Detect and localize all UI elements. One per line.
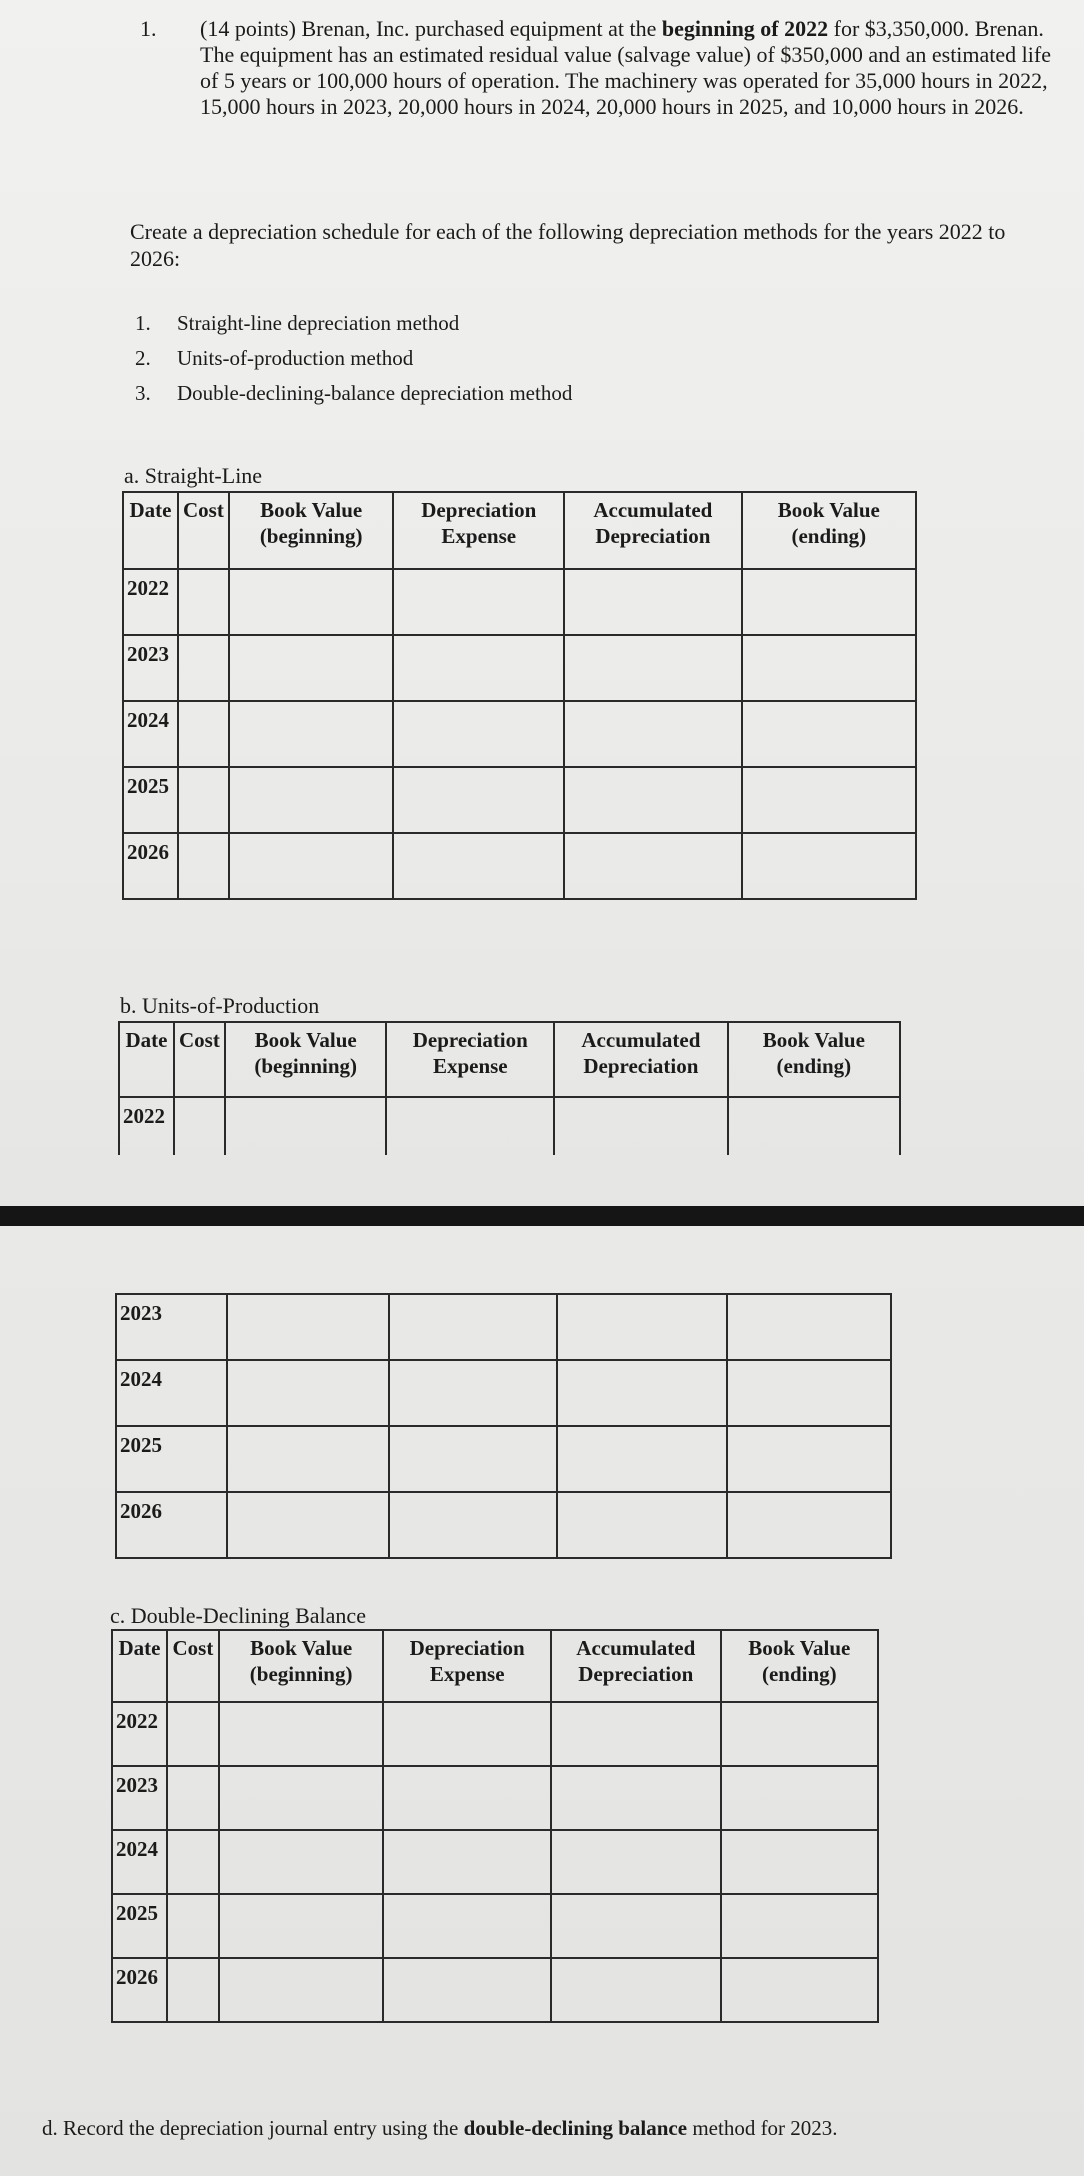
header-depreciation-expense: Depreciation Expense: [393, 492, 564, 569]
year-cell: 2023: [112, 1766, 167, 1830]
book-value-beginning-cell[interactable]: [227, 1492, 390, 1558]
method-item: [135, 341, 572, 376]
depreciation-expense-cell[interactable]: [383, 1702, 551, 1766]
year-cell: 2026: [112, 1958, 167, 2022]
header-date: Date: [123, 492, 178, 569]
depreciation-expense-cell[interactable]: [389, 1294, 557, 1360]
book-value-ending-cell[interactable]: [721, 1830, 878, 1894]
book-value-ending-cell[interactable]: [742, 635, 916, 701]
table-row: [116, 1492, 891, 1558]
straight-line-table: [122, 491, 917, 900]
header-book-value-ending: Book Value (ending): [728, 1022, 900, 1097]
cost-cell[interactable]: [178, 635, 229, 701]
method-list: [135, 306, 572, 411]
year-cell: 2022: [123, 569, 178, 635]
method-label: Double-declining-balance depreciation method: [177, 381, 573, 405]
journal-text-bold: double-declining balance: [463, 2116, 688, 2140]
accumulated-depreciation-cell[interactable]: [564, 701, 742, 767]
year-cell: 2025: [123, 767, 178, 833]
problem-text-part: for $3,350,000. Brenan. The equipment has an estimated residual value (salvage value) of $350,000 and an estimated life of 5 years or 100,000 hours of operation. The machinery was operated for 35,000 hours in 2022, 15,000 hours in 2023, 20,000 hours in 2024, 20,000 hours in 2025, and 10,000 hours in 2026.: [200, 16, 1051, 119]
journal-text: method for 2023.: [687, 2116, 838, 2140]
section-title-units-of-production: b. Units-of-Production: [120, 993, 320, 1018]
table-row: [123, 569, 916, 635]
cost-cell[interactable]: [167, 1766, 219, 1830]
book-value-beginning-cell[interactable]: [227, 1294, 390, 1360]
depreciation-expense-cell[interactable]: [389, 1360, 557, 1426]
book-value-ending-cell[interactable]: [721, 1894, 878, 1958]
year-cell: 2024: [116, 1360, 227, 1426]
table-header-row: [123, 492, 916, 569]
book-value-ending-cell[interactable]: [727, 1492, 891, 1558]
year-cell: 2026: [116, 1492, 227, 1558]
journal-entry-prompt: [42, 2116, 838, 2141]
book-value-beginning-cell[interactable]: [227, 1360, 390, 1426]
depreciation-expense-cell[interactable]: [393, 701, 564, 767]
header-depreciation-expense: Depreciation Expense: [383, 1630, 551, 1702]
cost-cell[interactable]: [178, 569, 229, 635]
journal-text: d. Record the depreciation journal entry using the: [42, 2116, 464, 2140]
book-value-beginning-cell[interactable]: [229, 833, 394, 899]
table-row: [112, 1702, 878, 1766]
book-value-ending-cell[interactable]: [728, 1097, 900, 1155]
header-accumulated-depreciation: Accumulated Depreciation: [564, 492, 742, 569]
problem-number: 1.: [140, 16, 157, 41]
method-number: 2.: [135, 346, 151, 370]
table-row: [112, 1958, 878, 2022]
year-cell: 2025: [116, 1426, 227, 1492]
year-cell: 2026: [123, 833, 178, 899]
header-cost: Cost: [178, 492, 229, 569]
table-row: [123, 833, 916, 899]
accumulated-depreciation-cell[interactable]: [551, 1830, 721, 1894]
year-cell: 2025: [112, 1894, 167, 1958]
accumulated-depreciation-cell[interactable]: [551, 1766, 721, 1830]
method-item: [135, 376, 572, 411]
book-value-beginning-cell[interactable]: [227, 1426, 390, 1492]
depreciation-expense-cell[interactable]: [383, 1766, 551, 1830]
accumulated-depreciation-cell[interactable]: [564, 569, 742, 635]
method-label: Straight-line depreciation method: [177, 311, 460, 335]
header-book-value-beginning: Book Value (beginning): [219, 1630, 384, 1702]
year-cell: 2024: [112, 1830, 167, 1894]
book-value-ending-cell[interactable]: [721, 1958, 878, 2022]
table-row: [112, 1766, 878, 1830]
accumulated-depreciation-cell[interactable]: [551, 1702, 721, 1766]
problem-text: [200, 16, 1070, 120]
book-value-beginning-cell[interactable]: [219, 1894, 384, 1958]
year-cell: 2022: [112, 1702, 167, 1766]
header-book-value-ending: Book Value (ending): [742, 492, 916, 569]
cost-cell[interactable]: [178, 767, 229, 833]
page-divider: [0, 1206, 1084, 1226]
depreciation-expense-cell[interactable]: [393, 833, 564, 899]
book-value-ending-cell[interactable]: [721, 1766, 878, 1830]
method-number: 1.: [135, 311, 151, 335]
accumulated-depreciation-cell[interactable]: [564, 635, 742, 701]
cost-cell[interactable]: [167, 1830, 219, 1894]
book-value-beginning-cell[interactable]: [229, 635, 394, 701]
header-accumulated-depreciation: Accumulated Depreciation: [551, 1630, 721, 1702]
book-value-ending-cell[interactable]: [727, 1360, 891, 1426]
cost-cell[interactable]: [167, 1958, 219, 2022]
accumulated-depreciation-cell[interactable]: [564, 833, 742, 899]
accumulated-depreciation-cell[interactable]: [551, 1958, 721, 2022]
cost-cell[interactable]: [178, 701, 229, 767]
depreciation-expense-cell[interactable]: [393, 635, 564, 701]
section-title-straight-line: a. Straight-Line: [124, 463, 263, 488]
year-cell: 2023: [116, 1294, 227, 1360]
table-row: [112, 1830, 878, 1894]
year-cell: 2022: [119, 1097, 174, 1155]
units-of-production-table-continued: [115, 1293, 892, 1559]
depreciation-expense-cell[interactable]: [383, 1958, 551, 2022]
book-value-ending-cell[interactable]: [727, 1294, 891, 1360]
depreciation-expense-cell[interactable]: [389, 1492, 557, 1558]
accumulated-depreciation-cell[interactable]: [554, 1097, 728, 1155]
problem-text-bold: beginning of 2022: [661, 16, 829, 41]
units-of-production-table: [118, 1021, 901, 1155]
year-cell: 2024: [123, 701, 178, 767]
cost-cell[interactable]: [167, 1702, 219, 1766]
book-value-ending-cell[interactable]: [742, 767, 916, 833]
table-row: [119, 1097, 900, 1155]
accumulated-depreciation-cell[interactable]: [557, 1492, 728, 1558]
book-value-ending-cell[interactable]: [742, 701, 916, 767]
method-label: Units-of-production method: [177, 346, 414, 370]
header-cost: Cost: [167, 1630, 219, 1702]
book-value-ending-cell[interactable]: [742, 833, 916, 899]
depreciation-expense-cell[interactable]: [389, 1426, 557, 1492]
book-value-ending-cell[interactable]: [721, 1702, 878, 1766]
header-book-value-beginning: Book Value (beginning): [229, 492, 394, 569]
book-value-beginning-cell[interactable]: [225, 1097, 387, 1155]
cost-cell[interactable]: [178, 833, 229, 899]
header-accumulated-depreciation: Accumulated Depreciation: [554, 1022, 728, 1097]
accumulated-depreciation-cell[interactable]: [564, 767, 742, 833]
book-value-beginning-cell[interactable]: [229, 569, 394, 635]
instruction-text: Create a depreciation schedule for each of the following depreciation methods for the years 2022 to 2026:: [130, 219, 1006, 271]
depreciation-expense-cell[interactable]: [383, 1830, 551, 1894]
header-book-value-ending: Book Value (ending): [721, 1630, 878, 1702]
method-item: [135, 306, 572, 341]
table-header-row: [112, 1630, 878, 1702]
accumulated-depreciation-cell[interactable]: [557, 1294, 728, 1360]
table-row: [116, 1294, 891, 1360]
depreciation-expense-cell[interactable]: [386, 1097, 554, 1155]
header-date: Date: [119, 1022, 174, 1097]
table-header-row: [119, 1022, 900, 1097]
header-book-value-beginning: Book Value (beginning): [225, 1022, 387, 1097]
year-cell: 2023: [123, 635, 178, 701]
depreciation-expense-cell[interactable]: [383, 1894, 551, 1958]
header-date: Date: [112, 1630, 167, 1702]
header-depreciation-expense: Depreciation Expense: [386, 1022, 554, 1097]
table-row: [123, 701, 916, 767]
table-row: [123, 767, 916, 833]
book-value-beginning-cell[interactable]: [219, 1958, 384, 2022]
book-value-ending-cell[interactable]: [727, 1426, 891, 1492]
accumulated-depreciation-cell[interactable]: [557, 1426, 728, 1492]
accumulated-depreciation-cell[interactable]: [557, 1360, 728, 1426]
double-declining-table: [111, 1629, 879, 2023]
book-value-beginning-cell[interactable]: [219, 1702, 384, 1766]
problem-text-part: (14 points) Brenan, Inc. purchased equipment at the: [200, 16, 662, 41]
table-row: [116, 1426, 891, 1492]
depreciation-expense-cell[interactable]: [393, 569, 564, 635]
method-number: 3.: [135, 381, 151, 405]
cost-cell[interactable]: [167, 1894, 219, 1958]
depreciation-expense-cell[interactable]: [393, 767, 564, 833]
table-row: [123, 635, 916, 701]
book-value-beginning-cell[interactable]: [219, 1766, 384, 1830]
accumulated-depreciation-cell[interactable]: [551, 1894, 721, 1958]
header-cost: Cost: [174, 1022, 225, 1097]
book-value-beginning-cell[interactable]: [229, 701, 394, 767]
book-value-beginning-cell[interactable]: [219, 1830, 384, 1894]
table-row: [116, 1360, 891, 1426]
cost-cell[interactable]: [174, 1097, 225, 1155]
book-value-ending-cell[interactable]: [742, 569, 916, 635]
section-title-double-declining: c. Double-Declining Balance: [110, 1603, 366, 1628]
problem-statement: [140, 16, 1070, 120]
table-row: [112, 1894, 878, 1958]
book-value-beginning-cell[interactable]: [229, 767, 394, 833]
